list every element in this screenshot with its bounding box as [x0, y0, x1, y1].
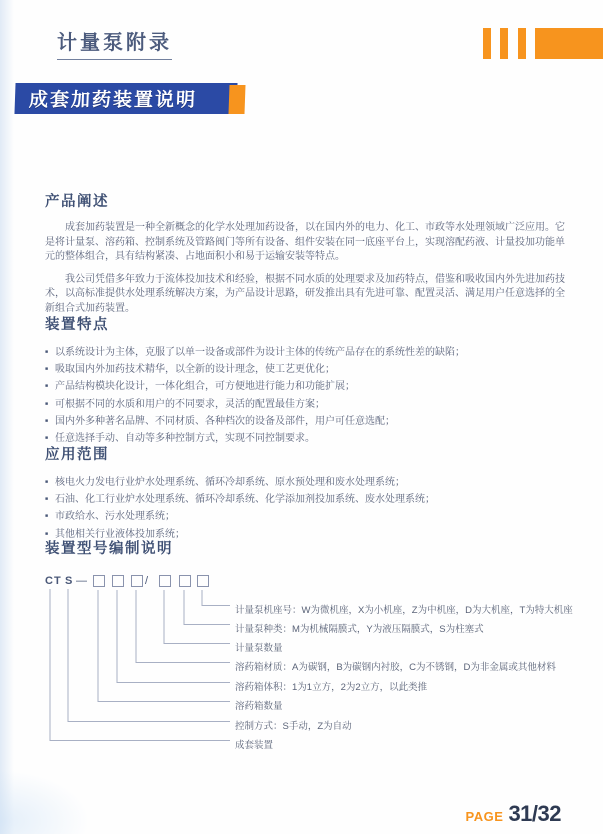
scan-edge-shadow: [0, 0, 14, 834]
scan-corner-tint: [0, 770, 90, 834]
section-product-description: [45, 190, 565, 325]
section-heading: 产品阐述: [45, 194, 109, 210]
section-heading: 应用范围: [45, 447, 109, 463]
model-code-slash: /: [145, 575, 150, 587]
model-code-box: [93, 575, 105, 587]
footer-page-label: PAGE: [465, 809, 504, 824]
model-code-box: [197, 575, 209, 587]
applications-list: [45, 475, 565, 544]
model-code-box: [112, 575, 124, 587]
model-code-control-char: S: [65, 575, 74, 587]
application-item: ■ 核电火力发电行业炉水处理系统、循环冷却系统、原水预处理和废水处理系统；: [45, 475, 565, 492]
model-code-box: [159, 575, 171, 587]
model-code-label: 计量泵数量: [235, 643, 283, 654]
model-code-label: 溶药箱材质：A为碳钢，B为碳钢内衬胶，C为不锈钢，D为非金属或其他材料: [235, 662, 556, 673]
section-features: [45, 313, 565, 448]
model-code-box: [131, 575, 143, 587]
application-item: ■ 其他相关行业液体投加系统；: [45, 527, 565, 544]
banner-orange-square: [228, 85, 245, 114]
section-heading: 装置型号编制说明: [45, 541, 173, 557]
model-code-label: 成套装置: [235, 740, 274, 751]
feature-item: ■ 任意选择手动、自动等多种控制方式，实现不同控制要求。: [45, 431, 565, 448]
features-list: [45, 345, 565, 448]
section-banner: [14, 83, 237, 114]
model-code-dash: —: [76, 575, 88, 587]
model-code-label: 计量泵机座号：W为微机座，X为小机座，Z为中机座，D为大机座，T为特大机座: [235, 605, 573, 616]
section-model-numbering: [45, 537, 565, 558]
feature-item: ■ 可根据不同的水质和用户的不同要求，灵活的配置最佳方案；: [45, 397, 565, 414]
feature-item: ■ 国内外多种著名品牌、不同材质、各种档次的设备及部件，用户可任意选配；: [45, 414, 565, 431]
model-code-labels: [235, 575, 595, 770]
model-code-label: 溶药箱数量: [235, 701, 283, 712]
orange-bar-icon: [483, 28, 491, 59]
section-banner-title: 成套加药装置说明: [28, 90, 198, 111]
paragraph: 成套加药装置是一种全新概念的化学水处理加药设备，以在国内外的电力、化工、市政等水处理领域广泛应用。它是将计量泵、溶药箱、控制系统及管路阀门等所有设备、组件安装在同一底座平台上，实现溶配药液、计量投加功能单元的整体组合，具有结构紧凑、占地面积小和易于运输安装等特点。: [45, 222, 565, 263]
orange-bar-icon: [518, 28, 526, 59]
feature-item: ■ 产品结构模块化设计，一体化组合，可方便地进行能力和功能扩展；: [45, 379, 565, 396]
paragraph: 我公司凭借多年致力于流体投加技术和经验，根据不同水质的处理要求及加药特点，借鉴和吸收国内外先进加药技术，以高标准提供水处理系统解决方案，为产品设计思路，研发推出具有先进可靠、配置灵活、满足用户任意选择的全新组合式加药装置。: [45, 273, 565, 314]
section-heading: 装置特点: [45, 317, 109, 333]
model-code-box: [179, 575, 191, 587]
page-title: 计量泵附录: [57, 26, 172, 60]
page-footer: [466, 801, 561, 827]
model-code-diagram: [45, 575, 595, 770]
feature-item: ■ 吸取国内外加药技术精华，以全新的设计理念，使工艺更优化；: [45, 362, 565, 379]
product-paragraphs: [45, 221, 565, 317]
feature-item: ■ 以系统设计为主体，克服了以单一设备或部件为设计主体的传统产品存在的系统性差的缺陷；: [45, 345, 565, 362]
model-code-prefix: CT: [45, 575, 62, 587]
section-applications: [45, 443, 565, 544]
model-code-label: 控制方式：S手动，Z为自动: [235, 721, 352, 732]
orange-rect-decoration: [535, 28, 603, 59]
footer-page-number: 31/32: [508, 801, 561, 826]
orange-bar-icon: [500, 28, 508, 59]
application-item: ■ 市政给水、污水处理系统；: [45, 509, 565, 526]
model-code-label: 计量泵种类：M为机械隔膜式，Y为液压隔膜式，S为柱塞式: [235, 624, 484, 635]
model-code-label: 溶药箱体积：1为1立方，2为2立方，以此类推: [235, 682, 428, 693]
application-item: ■ 石油、化工行业炉水处理系统、循环冷却系统、化学添加剂投加系统、废水处理系统；: [45, 492, 565, 509]
